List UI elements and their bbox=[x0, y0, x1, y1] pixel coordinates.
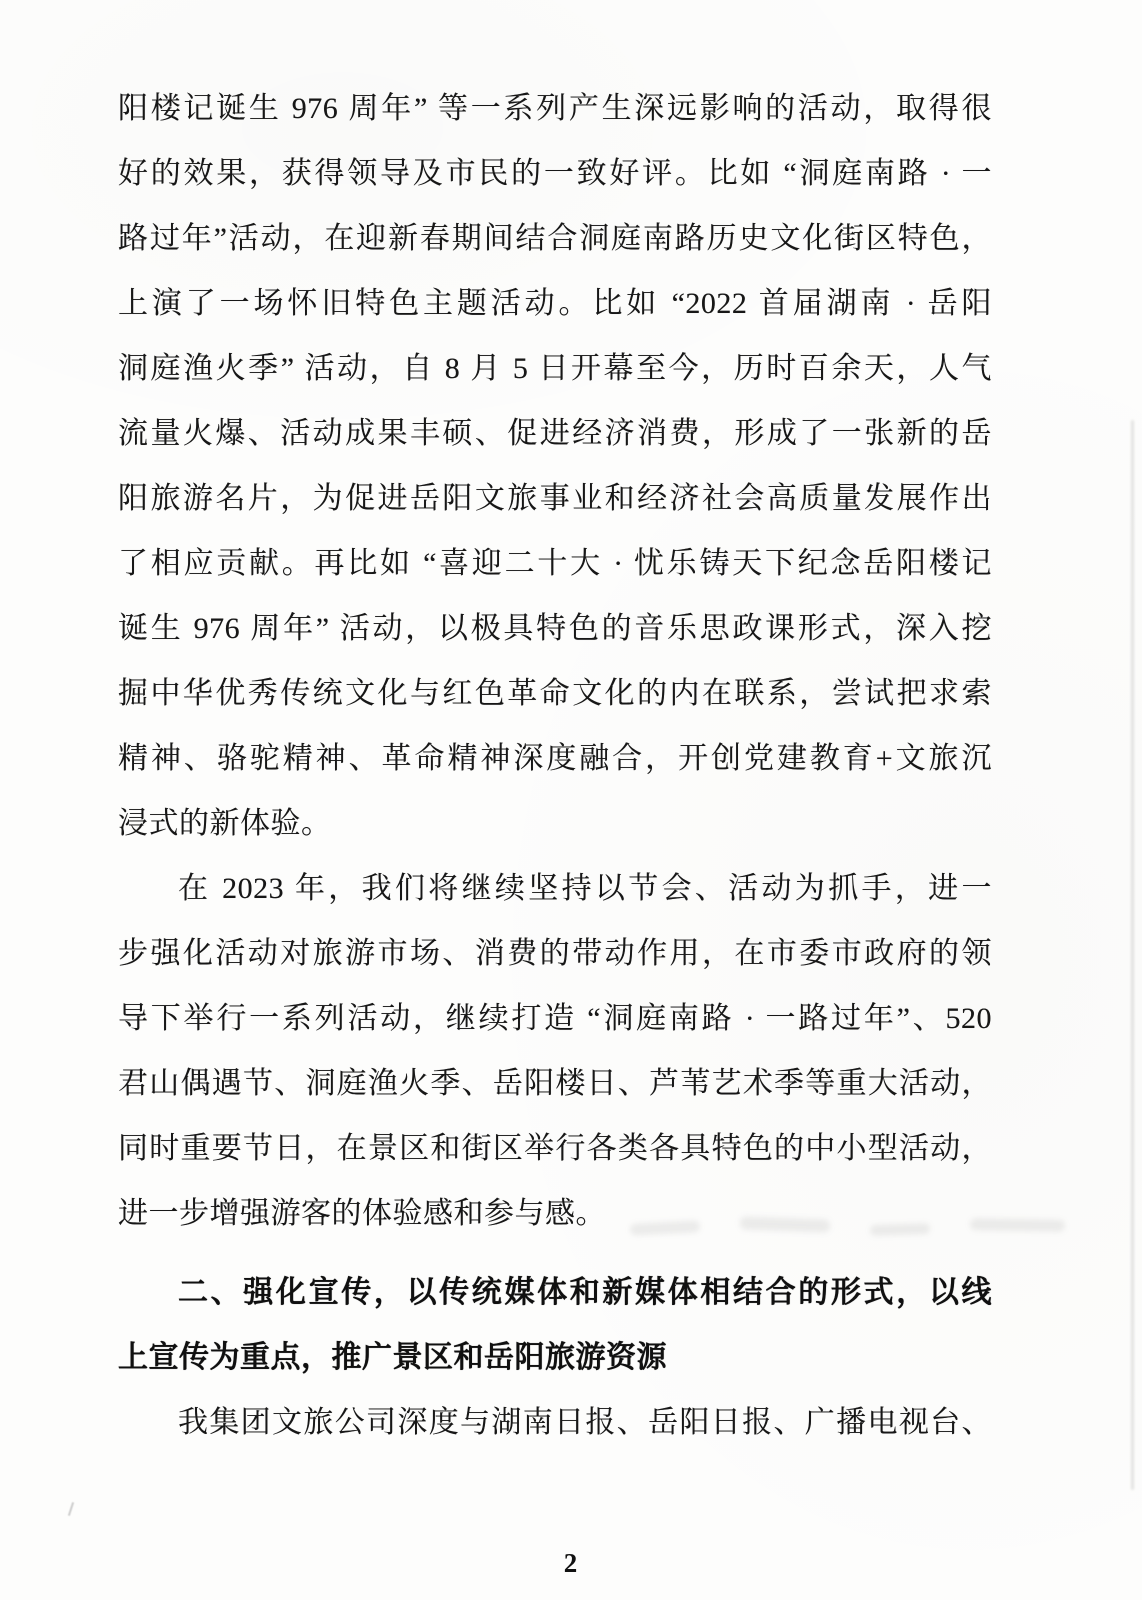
paragraph-activities bbox=[118, 76, 992, 856]
scan-smudge bbox=[970, 1218, 1065, 1232]
text-line: 在 2023 年，我们将继续坚持以节会、活动为抓手，进一 bbox=[178, 872, 992, 905]
text-line: 导下举行一系列活动，继续打造 “洞庭南路 · 一路过年”、520 bbox=[118, 1002, 992, 1035]
text-line: 上演了一场怀旧特色主题活动。比如 “2022 首届湖南 · 岳阳 bbox=[118, 287, 992, 320]
text-line: 阳旅游名片，为促进岳阳文旅事业和经济社会高质量发展作出 bbox=[118, 482, 992, 515]
text-line: 同时重要节日，在景区和街区举行各类各具特色的中小型活动， bbox=[118, 1132, 992, 1165]
scan-smudge bbox=[740, 1216, 830, 1232]
scan-smudge bbox=[630, 1220, 701, 1236]
scan-edge-shadow bbox=[1131, 420, 1134, 1490]
page-number: 2 bbox=[563, 1548, 579, 1578]
text-line: 诞生 976 周年” 活动，以极具特色的音乐思政课形式，深入挖 bbox=[118, 612, 992, 645]
text-line: 阳楼记诞生 976 周年” 等一系列产生深远影响的活动，取得很 bbox=[118, 92, 992, 125]
text-line: 路过年”活动，在迎新春期间结合洞庭南路历史文化街区特色， bbox=[118, 222, 992, 255]
paragraph-2023-plan bbox=[118, 856, 992, 1246]
section-heading-2 bbox=[118, 1260, 992, 1390]
heading-line: 二、强化宣传，以传统媒体和新媒体相结合的形式，以线 bbox=[178, 1276, 992, 1309]
text-line: 掘中华优秀传统文化与红色革命文化的内在联系，尝试把求索 bbox=[118, 677, 992, 710]
text-line: 我集团文旅公司深度与湖南日报、岳阳日报、广播电视台、 bbox=[178, 1406, 992, 1439]
text-line: 步强化活动对旅游市场、消费的带动作用，在市委市政府的领 bbox=[118, 937, 992, 970]
text-line: 进一步增强游客的体验感和参与感。 bbox=[118, 1197, 606, 1230]
text-line: 浸式的新体验。 bbox=[118, 807, 332, 840]
text-line: 好的效果，获得领导及市民的一致好评。比如 “洞庭南路 · 一 bbox=[118, 157, 992, 190]
scan-smudge-row bbox=[620, 1212, 1090, 1250]
scan-smudge bbox=[870, 1223, 930, 1236]
text-line: 了相应贡献。再比如 “喜迎二十大 · 忧乐铸天下纪念岳阳楼记 bbox=[118, 547, 992, 580]
text-line: 洞庭渔火季” 活动，自 8 月 5 日开幕至今，历时百余天，人气 bbox=[118, 352, 992, 385]
text-line: 精神、骆驼精神、革命精神深度融合，开创党建教育+文旅沉 bbox=[118, 742, 992, 775]
scan-pencil-tick bbox=[68, 1502, 74, 1516]
heading-line: 上宣传为重点，推广景区和岳阳旅游资源 bbox=[118, 1341, 667, 1374]
paragraph-media bbox=[118, 1390, 992, 1455]
text-line: 君山偶遇节、洞庭渔火季、岳阳楼日、芦苇艺术季等重大活动， bbox=[118, 1067, 992, 1100]
text-line: 流量火爆、活动成果丰硕、促进经济消费，形成了一张新的岳 bbox=[118, 417, 992, 450]
